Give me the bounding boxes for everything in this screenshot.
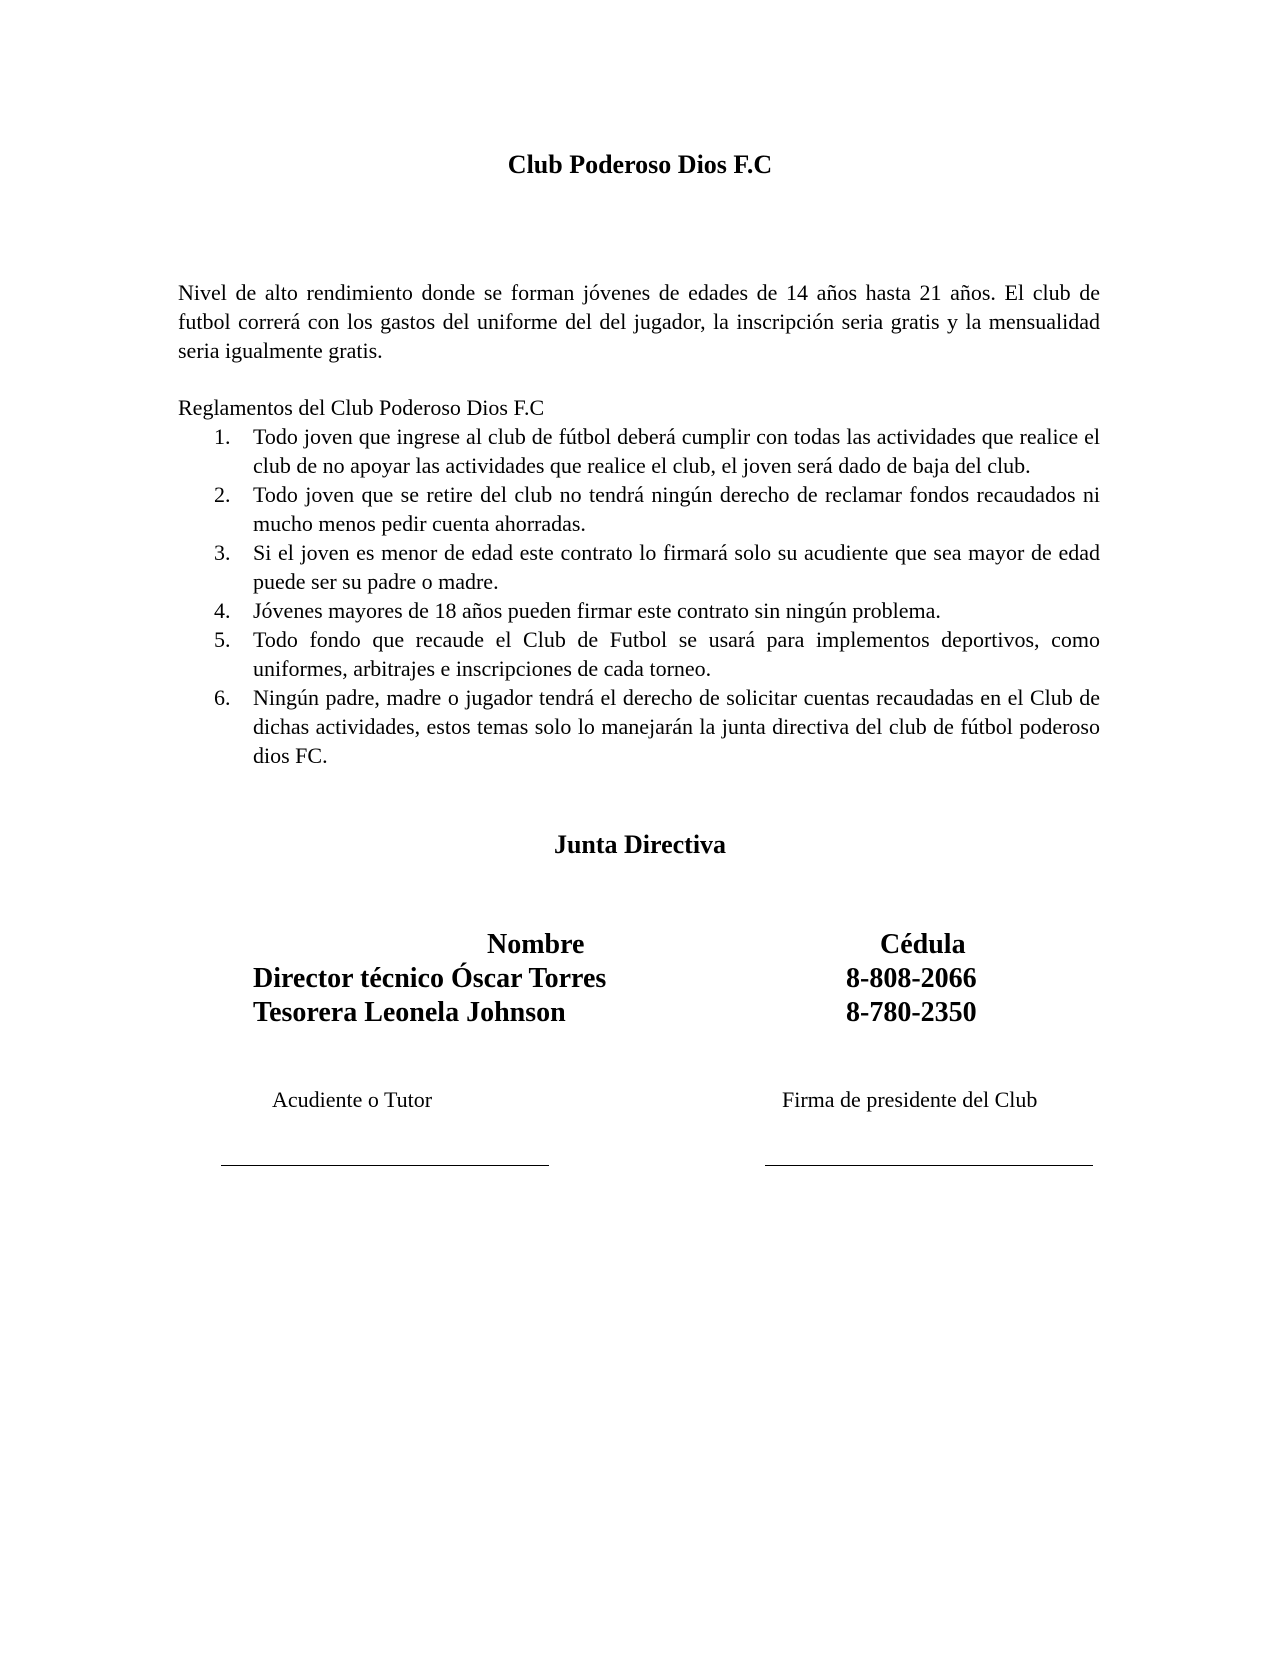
board-member-row [0,962,1280,996]
regulations-heading: Reglamentos del Club Poderoso Dios F.C [178,395,545,420]
board-header-row [0,928,1280,962]
rule-text: Todo joven que ingrese al club de fútbol deberá cumplir con todas las actividades que realice el club de no apoyar las actividades que realice el club, el joven será dado de baja del club. [253,424,1100,478]
member-id: 8-808-2066 [846,963,977,994]
intro-paragraph: Nivel de alto rendimiento donde se forman jóvenes de edades de 14 años hasta 21 años. El club de futbol correrá con los gastos del uniforme del del jugador, la inscripción seria gratis y la mensualidad seria igualmente gratis. [178,280,1100,363]
rule-text: Todo joven que se retire del club no tendrá ningún derecho de reclamar fondos recaudados ni mucho menos pedir cuenta ahorradas. [253,482,1100,536]
rule-number: 5. [214,627,231,652]
rules-list [178,422,1100,770]
rule-text: Ningún padre, madre o jugador tendrá el derecho de solicitar cuentas recaudadas en el Club de dichas actividades, estos temas solo lo manejarán la junta directiva del club de fútbol poderoso dios FC. [253,685,1100,768]
id-column-header: Cédula [880,929,966,960]
rule-item [178,683,1100,770]
rule-number: 6. [214,685,231,710]
rule-item [178,625,1100,683]
name-column-header: Nombre [487,929,585,960]
rule-item [178,538,1100,596]
rule-item [178,480,1100,538]
rule-text: Si el joven es menor de edad este contrato lo firmará solo su acudiente que sea mayor de edad puede ser su padre o madre. [253,540,1100,594]
rule-number: 1. [214,424,231,449]
member-id: 8-780-2350 [846,997,977,1028]
member-name: Director técnico Óscar Torres [253,963,607,994]
board-member-row [0,996,1280,1030]
rule-number: 2. [214,482,231,507]
rule-number: 4. [214,598,231,623]
page-title: Club Poderoso Dios F.C [507,150,773,179]
rule-number: 3. [214,540,231,565]
rule-item [178,422,1100,480]
guardian-signature-label: Acudiente o Tutor [272,1087,433,1112]
rule-item [178,596,1100,625]
president-signature-label: Firma de presidente del Club [782,1087,1038,1112]
board-table [0,928,1280,1030]
guardian-signature-line [221,1165,549,1166]
rule-text: Jóvenes mayores de 18 años pueden firmar este contrato sin ningún problema. [253,598,941,623]
board-title: Junta Directiva [553,830,727,859]
president-signature-line [765,1165,1093,1166]
rule-text: Todo fondo que recaude el Club de Futbol se usará para implementos deportivos, como uniformes, arbitrajes e inscripciones de cada torneo. [253,627,1100,681]
member-name: Tesorera Leonela Johnson [253,997,566,1028]
